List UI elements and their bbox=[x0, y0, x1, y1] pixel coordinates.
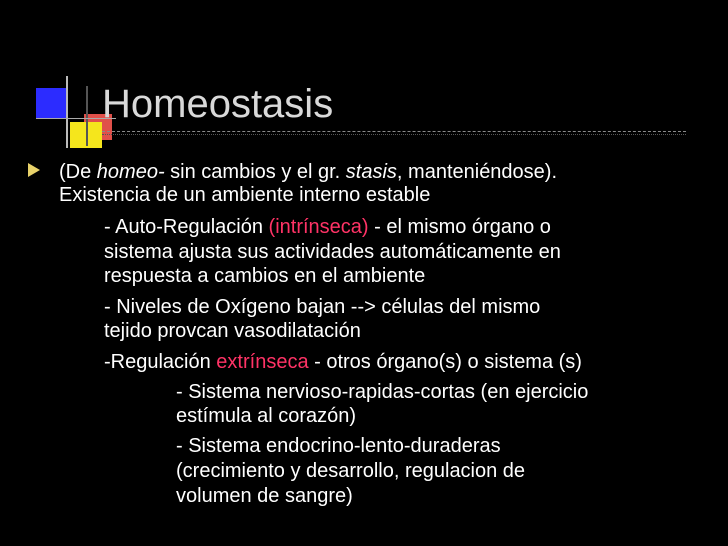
decor-vertical-line bbox=[66, 76, 68, 148]
endocrino-line-1: - Sistema endocrino-lento-duraderas bbox=[176, 435, 501, 457]
bullet-line-1-c: , manteniéndose). bbox=[396, 161, 558, 183]
auto-regulacion-line-3: respuesta a cambios en el ambiente bbox=[104, 265, 426, 287]
decor-vertical-line-2 bbox=[86, 86, 88, 146]
nervioso-line-2: estímula al corazón) bbox=[176, 405, 357, 427]
endocrino-line-2: (crecimiento y desarrollo, regulacion de bbox=[176, 460, 526, 482]
niveles-line-1: - Niveles de Oxígeno bajan --> células del mismo bbox=[104, 296, 541, 318]
bullet-line-1-a: (De bbox=[59, 161, 97, 183]
regul-prefix: -Regulación bbox=[104, 351, 217, 373]
title-underline bbox=[102, 131, 686, 132]
bullet-line-1-b: sin cambios y el gr. bbox=[164, 161, 346, 183]
title-underline-shadow bbox=[102, 134, 686, 135]
bullet-line-2: Existencia de un ambiente interno estable bbox=[59, 184, 431, 206]
bullet-icon bbox=[28, 163, 40, 177]
nervioso-line-1: - Sistema nervioso-rapidas-cortas (en ejercicio bbox=[176, 381, 589, 403]
decor-blue-block bbox=[36, 88, 66, 118]
slide-title: Homeostasis bbox=[102, 82, 334, 126]
regul-suffix: - otros órgano(s) o sistema (s) bbox=[308, 351, 582, 373]
term-homeo: homeo- bbox=[96, 161, 165, 183]
term-stasis: stasis bbox=[345, 161, 397, 183]
endocrino-line-3: volumen de sangre) bbox=[176, 485, 353, 507]
extrinseca-highlight: extrínseca bbox=[216, 351, 309, 373]
auto-suffix: - el mismo órgano o bbox=[368, 216, 551, 238]
intrinseca-highlight: (intrínseca) bbox=[268, 216, 369, 238]
regulacion-extrinseca-line bbox=[104, 350, 582, 374]
bullet-line-1 bbox=[59, 160, 557, 184]
niveles-line-2: tejido provcan vasodilatación bbox=[104, 320, 361, 342]
auto-regulacion-line-1 bbox=[104, 215, 551, 239]
auto-regulacion-line-2: sistema ajusta sus actividades automáticamente en bbox=[104, 241, 561, 263]
auto-prefix: - Auto-Regulación bbox=[104, 216, 269, 238]
